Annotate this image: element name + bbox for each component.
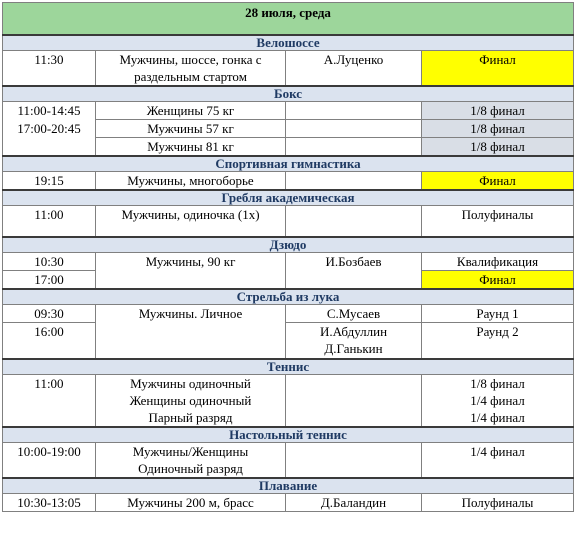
event-cell: Мужчины, одиночка (1x) (96, 206, 286, 238)
stage-cell: Полуфиналы (422, 494, 574, 512)
table-row (3, 206, 574, 238)
time-cell: 19:15 (3, 172, 96, 191)
table-row (3, 305, 574, 323)
section-title: Велошоссе (3, 35, 574, 51)
stage-line: 1/8 финал (470, 376, 525, 391)
event-cell: Мужчины 57 кг (96, 120, 286, 138)
event-cell: Мужчины. Личное (96, 305, 286, 323)
section-title: Теннис (3, 359, 574, 375)
time-cell: 11:00-14:45 (3, 102, 96, 120)
section-boxing-header (3, 86, 574, 102)
athlete-cell (286, 172, 422, 191)
event-cell: Мужчины 200 м, брасс (96, 494, 286, 512)
time-cell: 11:30 (3, 51, 96, 87)
section-title: Плавание (3, 478, 574, 494)
section-archery-header (3, 289, 574, 305)
stage-cell: Финал (422, 172, 574, 191)
stage-cell: Полуфиналы (422, 206, 574, 238)
athlete-cell (286, 138, 422, 157)
section-gymnastics-header (3, 156, 574, 172)
section-title: Бокс (3, 86, 574, 102)
section-rowing-header (3, 190, 574, 206)
athlete-cell (286, 323, 422, 360)
table-row (3, 323, 574, 360)
section-title: Дзюдо (3, 237, 574, 253)
day-header-row (3, 3, 574, 36)
stage-cell: 1/8 финал (422, 120, 574, 138)
event-cell: Женщины 75 кг (96, 102, 286, 120)
time-cell: 11:00 (3, 375, 96, 428)
event-cell: Мужчины 81 кг (96, 138, 286, 157)
section-cycling-header (3, 35, 574, 51)
stage-cell: Финал (422, 271, 574, 290)
event-line: Женщины одиночный (129, 393, 252, 408)
stage-cell: Раунд 2 (422, 323, 574, 360)
event-line: Мужчины одиночный (130, 376, 251, 391)
time-cell: 17:00 (3, 271, 96, 290)
time-cell: 10:00-19:00 (3, 443, 96, 479)
stage-line: 1/4 финал (470, 410, 525, 425)
stage-cell: 1/8 финал (422, 138, 574, 157)
table-row (3, 51, 574, 87)
day-header: 28 июля, среда (3, 3, 574, 36)
athlete-cell (286, 375, 422, 428)
section-title: Настольный теннис (3, 427, 574, 443)
section-tennis-header (3, 359, 574, 375)
section-tabletennis-header (3, 427, 574, 443)
stage-cell: Раунд 1 (422, 305, 574, 323)
event-line: Парный разряд (148, 410, 233, 425)
stage-cell: Финал (422, 51, 574, 87)
athlete-name: И.Абдуллин (319, 324, 388, 339)
event-cell (96, 323, 286, 360)
schedule-table (2, 2, 574, 512)
stage-cell: 1/8 финал (422, 102, 574, 120)
time-cell: 11:00 (3, 206, 96, 238)
stage-cell: Квалификация (422, 253, 574, 271)
event-line: Одиночный разряд (138, 461, 243, 476)
event-cell: Мужчины, 90 кг (96, 253, 286, 271)
time-cell: 10:30-13:05 (3, 494, 96, 512)
table-row (3, 375, 574, 428)
section-judo-header (3, 237, 574, 253)
section-swimming-header (3, 478, 574, 494)
athlete-cell (286, 120, 422, 138)
table-row (3, 253, 574, 271)
event-cell (96, 271, 286, 290)
athlete-cell: Д.Баландин (286, 494, 422, 512)
time-cell: 09:30 (3, 305, 96, 323)
time-cell: 10:30 (3, 253, 96, 271)
athlete-cell: И.Бозбаев (286, 253, 422, 271)
event-cell: Мужчины, многоборье (96, 172, 286, 191)
table-row (3, 172, 574, 191)
table-row (3, 443, 574, 479)
time-cell: 17:00-20:45 (3, 120, 96, 138)
table-row (3, 138, 574, 157)
athlete-cell: С.Мусаев (286, 305, 422, 323)
stage-cell: 1/4 финал (422, 443, 574, 479)
table-row (3, 102, 574, 120)
table-row (3, 271, 574, 290)
table-row (3, 120, 574, 138)
time-cell (3, 138, 96, 157)
athlete-cell: А.Луценко (286, 51, 422, 87)
event-cell (96, 375, 286, 428)
athlete-cell (286, 443, 422, 479)
event-cell: Мужчины, шоссе, гонка с раздельным стартом (96, 51, 286, 87)
athlete-cell (286, 102, 422, 120)
event-line: Мужчины/Женщины (132, 444, 249, 459)
time-cell: 16:00 (3, 323, 96, 360)
section-title: Гребля академическая (3, 190, 574, 206)
athlete-cell (286, 271, 422, 290)
section-title: Спортивная гимнастика (3, 156, 574, 172)
athlete-cell (286, 206, 422, 238)
section-title: Стрельба из лука (3, 289, 574, 305)
stage-line: 1/4 финал (470, 393, 525, 408)
table-row (3, 494, 574, 512)
stage-cell (422, 375, 574, 428)
event-cell (96, 443, 286, 479)
athlete-name: Д.Ганькин (324, 341, 383, 356)
